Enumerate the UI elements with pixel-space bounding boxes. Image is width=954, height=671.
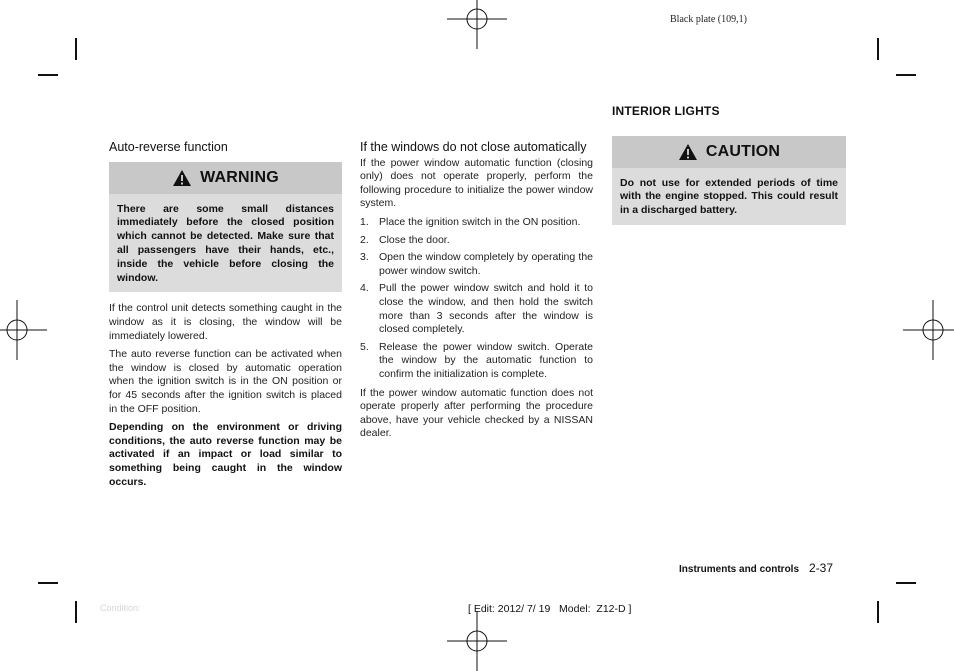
warning-header — [109, 162, 342, 194]
page-footer — [679, 561, 833, 575]
middle-column — [360, 141, 593, 446]
edit-info: [ Edit: 2012/ 7/ 19 Model: Z12-D ] — [468, 603, 632, 615]
registration-mark-icon — [447, 611, 507, 671]
caution-header — [612, 136, 846, 168]
right-column — [612, 105, 846, 225]
list-item: 1. Place the ignition switch in the ON position. — [360, 215, 581, 228]
bold-note: Depending on the environment or driving conditions, the auto reverse function may be activated if an impact or load similar to something being caught in the window occurs. — [109, 421, 342, 488]
list-item: 4. Pull the power window switch and hold it to close the window, and then hold the switch more than 3 seconds after the window is closed completely. — [360, 282, 593, 336]
crop-mark — [896, 582, 916, 584]
condition-label: Condition: — [100, 603, 141, 613]
crop-mark — [38, 74, 58, 76]
list-item: 5. Release the power window switch. Operate the window by the automatic function to confirm the initialization is complete. — [360, 340, 593, 380]
page-number: 2-37 — [809, 561, 834, 575]
subheading-auto-reverse: Auto-reverse function — [109, 140, 228, 154]
crop-mark — [877, 38, 879, 60]
warning-box — [109, 162, 342, 293]
list-item: 3. Open the window completely by operating the power window switch. — [360, 251, 593, 277]
paragraph: The auto reverse function can be activated when the window is closed by automatic operation when the ignition switch is in the ON position or for 45 seconds after the ignition switch is placed in the OFF position. — [109, 348, 342, 415]
crop-mark — [75, 38, 77, 60]
section-title: INTERIOR LIGHTS — [612, 104, 720, 118]
crop-mark — [38, 582, 58, 584]
left-column — [109, 141, 342, 494]
paragraph: If the control unit detects something caught in the window as it is closing, the window will be immediately lowered. — [109, 302, 342, 342]
crop-mark — [75, 601, 77, 623]
warning-title: WARNING — [200, 168, 279, 186]
list-item: 2. Close the door. — [360, 233, 450, 246]
plate-label: Black plate (109,1) — [670, 14, 747, 25]
warning-triangle-icon — [172, 169, 192, 187]
crop-mark — [877, 601, 879, 623]
warning-triangle-icon — [678, 143, 698, 161]
intro-paragraph: If the power window automatic function (closing only) does not operate properly, perform the following procedure to initialize the power window system. — [360, 156, 593, 210]
registration-mark-icon — [0, 300, 47, 360]
crop-mark — [896, 74, 916, 76]
registration-mark-icon — [447, 0, 507, 49]
registration-mark-icon — [903, 300, 954, 360]
steps-list — [360, 216, 593, 382]
footer-section: Instruments and controls — [679, 564, 800, 575]
outro-paragraph: If the power window automatic function does not operate properly after performing the procedure above, have your vehicle checked by a NISSAN dealer. — [360, 386, 593, 440]
caution-body: Do not use for extended periods of time with the engine stopped. This could result in a discharged battery. — [612, 168, 846, 225]
warning-body: There are some small distances immediately before the closed position which cannot be detected. Make sure that all passengers have their hands, etc., inside the vehicle before closing the window. — [109, 194, 342, 293]
subheading-windows: If the windows do not close automatically — [360, 140, 587, 154]
caution-title: CAUTION — [705, 142, 781, 160]
caution-box — [612, 136, 846, 225]
